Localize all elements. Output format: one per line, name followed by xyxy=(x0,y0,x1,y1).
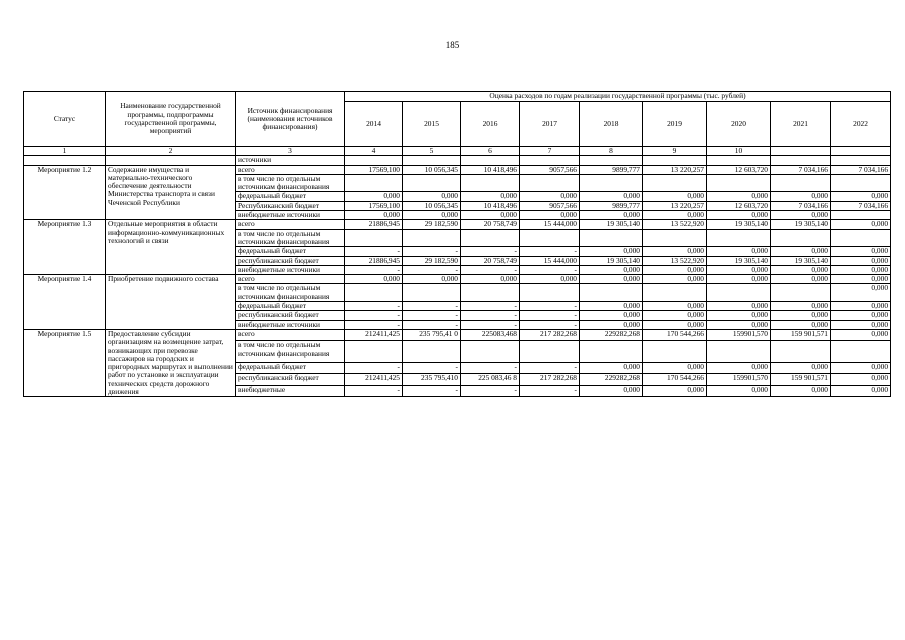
amount-cell: 0,000 xyxy=(403,275,461,284)
amount-cell: 20 758,749 xyxy=(461,220,520,229)
amount-cell: 0,000 xyxy=(580,320,643,329)
amount-cell xyxy=(345,174,403,192)
activity-name: Отдельные мероприятия в области информационно-коммуникационных технологий и связи xyxy=(106,220,236,275)
amount-cell: 29 182,590 xyxy=(403,256,461,265)
amount-cell: 235 795,41 0 xyxy=(403,329,461,340)
amount-cell: 0,000 xyxy=(707,211,771,220)
amount-cell xyxy=(643,174,707,192)
activity-status: Мероприятие 1.3 xyxy=(24,220,106,275)
amount-cell: 0,000 xyxy=(643,385,707,396)
amount-cell: 0,000 xyxy=(643,311,707,320)
amount-cell: 10 056,345 xyxy=(403,165,461,174)
amount-cell: 0,000 xyxy=(345,211,403,220)
column-number: 6 xyxy=(461,147,520,156)
continuation-source: источники xyxy=(236,156,345,165)
amount-cell: 159 901,571 xyxy=(771,329,831,340)
amount-cell: 0,000 xyxy=(643,192,707,201)
amount-cell xyxy=(461,341,520,363)
amount-cell: 0,000 xyxy=(771,265,831,274)
amount-cell xyxy=(345,229,403,247)
amount-cell: 0,000 xyxy=(461,275,520,284)
amount-cell: 17569,100 xyxy=(345,165,403,174)
amount-cell: 0,000 xyxy=(580,275,643,284)
amount-cell: 235 795,410 xyxy=(403,374,461,385)
amount-cell xyxy=(707,341,771,363)
amount-cell: - xyxy=(461,385,520,396)
header-year: 2014 xyxy=(345,102,403,147)
amount-cell: 0,000 xyxy=(580,362,643,373)
amount-cell: 0,000 xyxy=(461,211,520,220)
header-year: 2020 xyxy=(707,102,771,147)
amount-cell: 229282,268 xyxy=(580,329,643,340)
amount-cell: 0,000 xyxy=(831,275,891,284)
funding-source: республиканский бюджет xyxy=(236,374,345,385)
amount-cell xyxy=(771,284,831,302)
amount-cell: 0,000 xyxy=(831,284,891,302)
amount-cell: 159 901,571 xyxy=(771,374,831,385)
amount-cell: 0,000 xyxy=(643,320,707,329)
table-row xyxy=(24,275,891,284)
funding-source: всего xyxy=(236,329,345,340)
amount-cell xyxy=(461,174,520,192)
amount-cell: 0,000 xyxy=(831,374,891,385)
amount-cell: 0,000 xyxy=(831,362,891,373)
amount-cell: - xyxy=(345,302,403,311)
activity-name: Предоставление субсидии организациям на возмещение затрат, возникающих при перевозке пассажиров на городских и пригородных маршрутах и выполнении работ по установке и эксплуатации технических средств дорожного движения xyxy=(106,329,236,396)
amount-cell: 0,000 xyxy=(831,320,891,329)
amount-cell: - xyxy=(345,320,403,329)
funding-source: всего xyxy=(236,275,345,284)
amount-cell: 0,000 xyxy=(707,192,771,201)
amount-cell xyxy=(520,284,580,302)
funding-source: в том числе по отдельным источникам финансирования xyxy=(236,229,345,247)
column-number: 8 xyxy=(580,147,643,156)
amount-cell: 0,000 xyxy=(831,256,891,265)
funding-source: Республиканский бюджет xyxy=(236,201,345,210)
amount-cell: - xyxy=(461,302,520,311)
amount-cell: 7 034,166 xyxy=(771,201,831,210)
amount-cell: - xyxy=(520,302,580,311)
table-row xyxy=(24,329,891,340)
column-number: 10 xyxy=(707,147,771,156)
header-year: 2018 xyxy=(580,102,643,147)
amount-cell: 15 444,000 xyxy=(520,256,580,265)
amount-cell xyxy=(461,229,520,247)
amount-cell: 0,000 xyxy=(580,385,643,396)
amount-cell: 0,000 xyxy=(580,211,643,220)
amount-cell: 7 034,166 xyxy=(771,165,831,174)
amount-cell: - xyxy=(403,311,461,320)
amount-cell xyxy=(345,284,403,302)
amount-cell xyxy=(520,174,580,192)
amount-cell: 0,000 xyxy=(403,192,461,201)
amount-cell: 10 418,496 xyxy=(461,201,520,210)
amount-cell: 0,000 xyxy=(771,275,831,284)
amount-cell: - xyxy=(520,362,580,373)
amount-cell: 159901,570 xyxy=(707,374,771,385)
amount-cell: - xyxy=(461,265,520,274)
amount-cell: - xyxy=(461,247,520,256)
amount-cell: 0,000 xyxy=(707,362,771,373)
amount-cell: 0,000 xyxy=(831,192,891,201)
funding-source: республиканский бюджет xyxy=(236,311,345,320)
amount-cell: 21886,945 xyxy=(345,256,403,265)
funding-source: внебюджетные источники xyxy=(236,320,345,329)
amount-cell: 17569,100 xyxy=(345,201,403,210)
funding-source: в том числе по отдельным источникам финансирования xyxy=(236,341,345,363)
page-number: 185 xyxy=(445,40,460,50)
amount-cell: - xyxy=(403,265,461,274)
activity-status: Мероприятие 1.2 xyxy=(24,165,106,220)
amount-cell: 9899,777 xyxy=(580,165,643,174)
header-year: 2021 xyxy=(771,102,831,147)
amount-cell: 10 056,345 xyxy=(403,201,461,210)
amount-cell: - xyxy=(461,362,520,373)
column-number: 7 xyxy=(520,147,580,156)
amount-cell xyxy=(831,174,891,192)
amount-cell: 0,000 xyxy=(771,311,831,320)
amount-cell: 0,000 xyxy=(707,385,771,396)
activity-name: Приобретение подвижного состава xyxy=(106,275,236,330)
activity-name: Содержание имущества и материально-технического обеспечение деятельности Министерства транспорта и связи Чеченской Республики xyxy=(106,165,236,220)
amount-cell xyxy=(403,174,461,192)
amount-cell: - xyxy=(403,385,461,396)
amount-cell: - xyxy=(520,247,580,256)
amount-cell: 12 603,720 xyxy=(707,201,771,210)
amount-cell: 0,000 xyxy=(771,192,831,201)
funding-source: в том числе по отдельным источникам финансирования xyxy=(236,174,345,192)
funding-source: внебюджетные xyxy=(236,385,345,396)
amount-cell xyxy=(707,284,771,302)
amount-cell: 0,000 xyxy=(771,302,831,311)
column-number: 1 xyxy=(24,147,106,156)
amount-cell: 0,000 xyxy=(520,211,580,220)
amount-cell xyxy=(643,341,707,363)
amount-cell xyxy=(771,229,831,247)
amount-cell xyxy=(707,174,771,192)
amount-cell: 13 522,920 xyxy=(643,220,707,229)
amount-cell: - xyxy=(403,362,461,373)
amount-cell xyxy=(580,229,643,247)
amount-cell: 229282,268 xyxy=(580,374,643,385)
amount-cell: 170 544,266 xyxy=(643,374,707,385)
amount-cell: 0,000 xyxy=(707,302,771,311)
amount-cell: 0,000 xyxy=(520,192,580,201)
amount-cell xyxy=(345,341,403,363)
amount-cell xyxy=(403,284,461,302)
amount-cell: 212411,425 xyxy=(345,374,403,385)
amount-cell: 0,000 xyxy=(707,311,771,320)
amount-cell: 0,000 xyxy=(345,192,403,201)
amount-cell: - xyxy=(403,247,461,256)
amount-cell: 0,000 xyxy=(580,302,643,311)
funding-source: федеральный бюджет xyxy=(236,302,345,311)
amount-cell: 0,000 xyxy=(831,265,891,274)
header-estimate: Оценка расходов по годам реализации государственной программы (тыс. рублей) xyxy=(345,92,891,102)
activity-status: Мероприятие 1.4 xyxy=(24,275,106,330)
amount-cell xyxy=(461,284,520,302)
funding-source: республиканский бюджет xyxy=(236,256,345,265)
amount-cell: 0,000 xyxy=(831,385,891,396)
amount-cell: - xyxy=(461,320,520,329)
amount-cell: 19 305,140 xyxy=(771,256,831,265)
amount-cell xyxy=(580,174,643,192)
amount-cell: - xyxy=(345,362,403,373)
amount-cell: 19 305,140 xyxy=(580,220,643,229)
amount-cell: 0,000 xyxy=(831,329,891,340)
amount-cell xyxy=(771,341,831,363)
amount-cell: 212411,425 xyxy=(345,329,403,340)
amount-cell: 20 758,749 xyxy=(461,256,520,265)
amount-cell: 225083,468 xyxy=(461,329,520,340)
amount-cell xyxy=(580,284,643,302)
amount-cell: 0,000 xyxy=(771,211,831,220)
amount-cell: 225 083,46 8 xyxy=(461,374,520,385)
amount-cell: 0,000 xyxy=(831,247,891,256)
amount-cell: 19 305,140 xyxy=(707,220,771,229)
column-number: 5 xyxy=(403,147,461,156)
amount-cell: 0,000 xyxy=(771,385,831,396)
column-number xyxy=(771,147,831,156)
amount-cell: 0,000 xyxy=(643,302,707,311)
funding-source: внебюджетные источники xyxy=(236,211,345,220)
amount-cell: 13 522,920 xyxy=(643,256,707,265)
amount-cell: 0,000 xyxy=(831,311,891,320)
amount-cell: 0,000 xyxy=(707,247,771,256)
amount-cell: 159901,570 xyxy=(707,329,771,340)
amount-cell: 0,000 xyxy=(771,247,831,256)
amount-cell: 29 182,590 xyxy=(403,220,461,229)
amount-cell: 0,000 xyxy=(643,362,707,373)
amount-cell xyxy=(643,284,707,302)
amount-cell: - xyxy=(345,265,403,274)
amount-cell: 15 444,000 xyxy=(520,220,580,229)
column-number: 4 xyxy=(345,147,403,156)
funding-source: федеральный бюджет xyxy=(236,192,345,201)
funding-source: всего xyxy=(236,165,345,174)
amount-cell: 9057,566 xyxy=(520,165,580,174)
funding-source: внебюджетные источники xyxy=(236,265,345,274)
amount-cell xyxy=(403,229,461,247)
amount-cell: 7 034,166 xyxy=(831,201,891,210)
amount-cell: - xyxy=(345,311,403,320)
activity-status: Мероприятие 1.5 xyxy=(24,329,106,396)
header-status: Статус xyxy=(24,92,106,147)
funding-source: федеральный бюджет xyxy=(236,362,345,373)
amount-cell: 0,000 xyxy=(643,247,707,256)
funding-source: федеральный бюджет xyxy=(236,247,345,256)
amount-cell: 19 305,140 xyxy=(580,256,643,265)
amount-cell: 217 282,268 xyxy=(520,329,580,340)
amount-cell: - xyxy=(403,302,461,311)
budget-table xyxy=(23,91,891,397)
amount-cell: 0,000 xyxy=(771,320,831,329)
amount-cell: 10 418,496 xyxy=(461,165,520,174)
amount-cell: - xyxy=(461,311,520,320)
amount-cell: 170 544,266 xyxy=(643,329,707,340)
amount-cell: 0,000 xyxy=(771,362,831,373)
amount-cell xyxy=(707,229,771,247)
amount-cell: 7 034,166 xyxy=(831,165,891,174)
amount-cell: 0,000 xyxy=(520,275,580,284)
amount-cell: 0,000 xyxy=(580,192,643,201)
amount-cell xyxy=(643,229,707,247)
amount-cell: 0,000 xyxy=(580,247,643,256)
amount-cell: 9057,566 xyxy=(520,201,580,210)
amount-cell xyxy=(771,174,831,192)
amount-cell xyxy=(403,341,461,363)
amount-cell: 13 220,257 xyxy=(643,165,707,174)
amount-cell: 0,000 xyxy=(461,192,520,201)
amount-cell xyxy=(831,341,891,363)
amount-cell xyxy=(831,229,891,247)
amount-cell: 0,000 xyxy=(643,211,707,220)
amount-cell: 0,000 xyxy=(707,275,771,284)
amount-cell: 0,000 xyxy=(345,275,403,284)
funding-source: всего xyxy=(236,220,345,229)
amount-cell: 13 220,257 xyxy=(643,201,707,210)
column-number: 3 xyxy=(236,147,345,156)
funding-source: в том числе по отдельным источникам финансирования xyxy=(236,284,345,302)
column-number: 9 xyxy=(643,147,707,156)
amount-cell: 0,000 xyxy=(831,302,891,311)
amount-cell: 0,000 xyxy=(643,275,707,284)
amount-cell: - xyxy=(345,385,403,396)
amount-cell: - xyxy=(520,385,580,396)
amount-cell: - xyxy=(520,320,580,329)
header-year: 2017 xyxy=(520,102,580,147)
amount-cell: 19 305,140 xyxy=(771,220,831,229)
amount-cell: - xyxy=(403,320,461,329)
amount-cell: 0,000 xyxy=(831,220,891,229)
amount-cell xyxy=(520,341,580,363)
header-program-name: Наименование государственной программы, подпрограммы государственной программы, мероприятий xyxy=(106,92,236,147)
column-number: 2 xyxy=(106,147,236,156)
header-source: Источник финансирования (наименования источников финансирования) xyxy=(236,92,345,147)
header-year: 2022 xyxy=(831,102,891,147)
amount-cell: 9899,777 xyxy=(580,201,643,210)
table-row xyxy=(24,165,891,174)
header-year: 2016 xyxy=(461,102,520,147)
amount-cell: - xyxy=(520,311,580,320)
amount-cell: 0,000 xyxy=(580,311,643,320)
amount-cell: 0,000 xyxy=(403,211,461,220)
amount-cell: 0,000 xyxy=(707,320,771,329)
column-number xyxy=(831,147,891,156)
amount-cell xyxy=(580,341,643,363)
header-year: 2015 xyxy=(403,102,461,147)
table-row xyxy=(24,220,891,229)
amount-cell: - xyxy=(520,265,580,274)
amount-cell: 19 305,140 xyxy=(707,256,771,265)
amount-cell: 0,000 xyxy=(643,265,707,274)
amount-cell: - xyxy=(345,247,403,256)
amount-cell: 12 603,720 xyxy=(707,165,771,174)
amount-cell: 0,000 xyxy=(580,265,643,274)
amount-cell: 21886,945 xyxy=(345,220,403,229)
header-year: 2019 xyxy=(643,102,707,147)
amount-cell xyxy=(520,229,580,247)
amount-cell: 217 282,268 xyxy=(520,374,580,385)
amount-cell: 0,000 xyxy=(707,265,771,274)
